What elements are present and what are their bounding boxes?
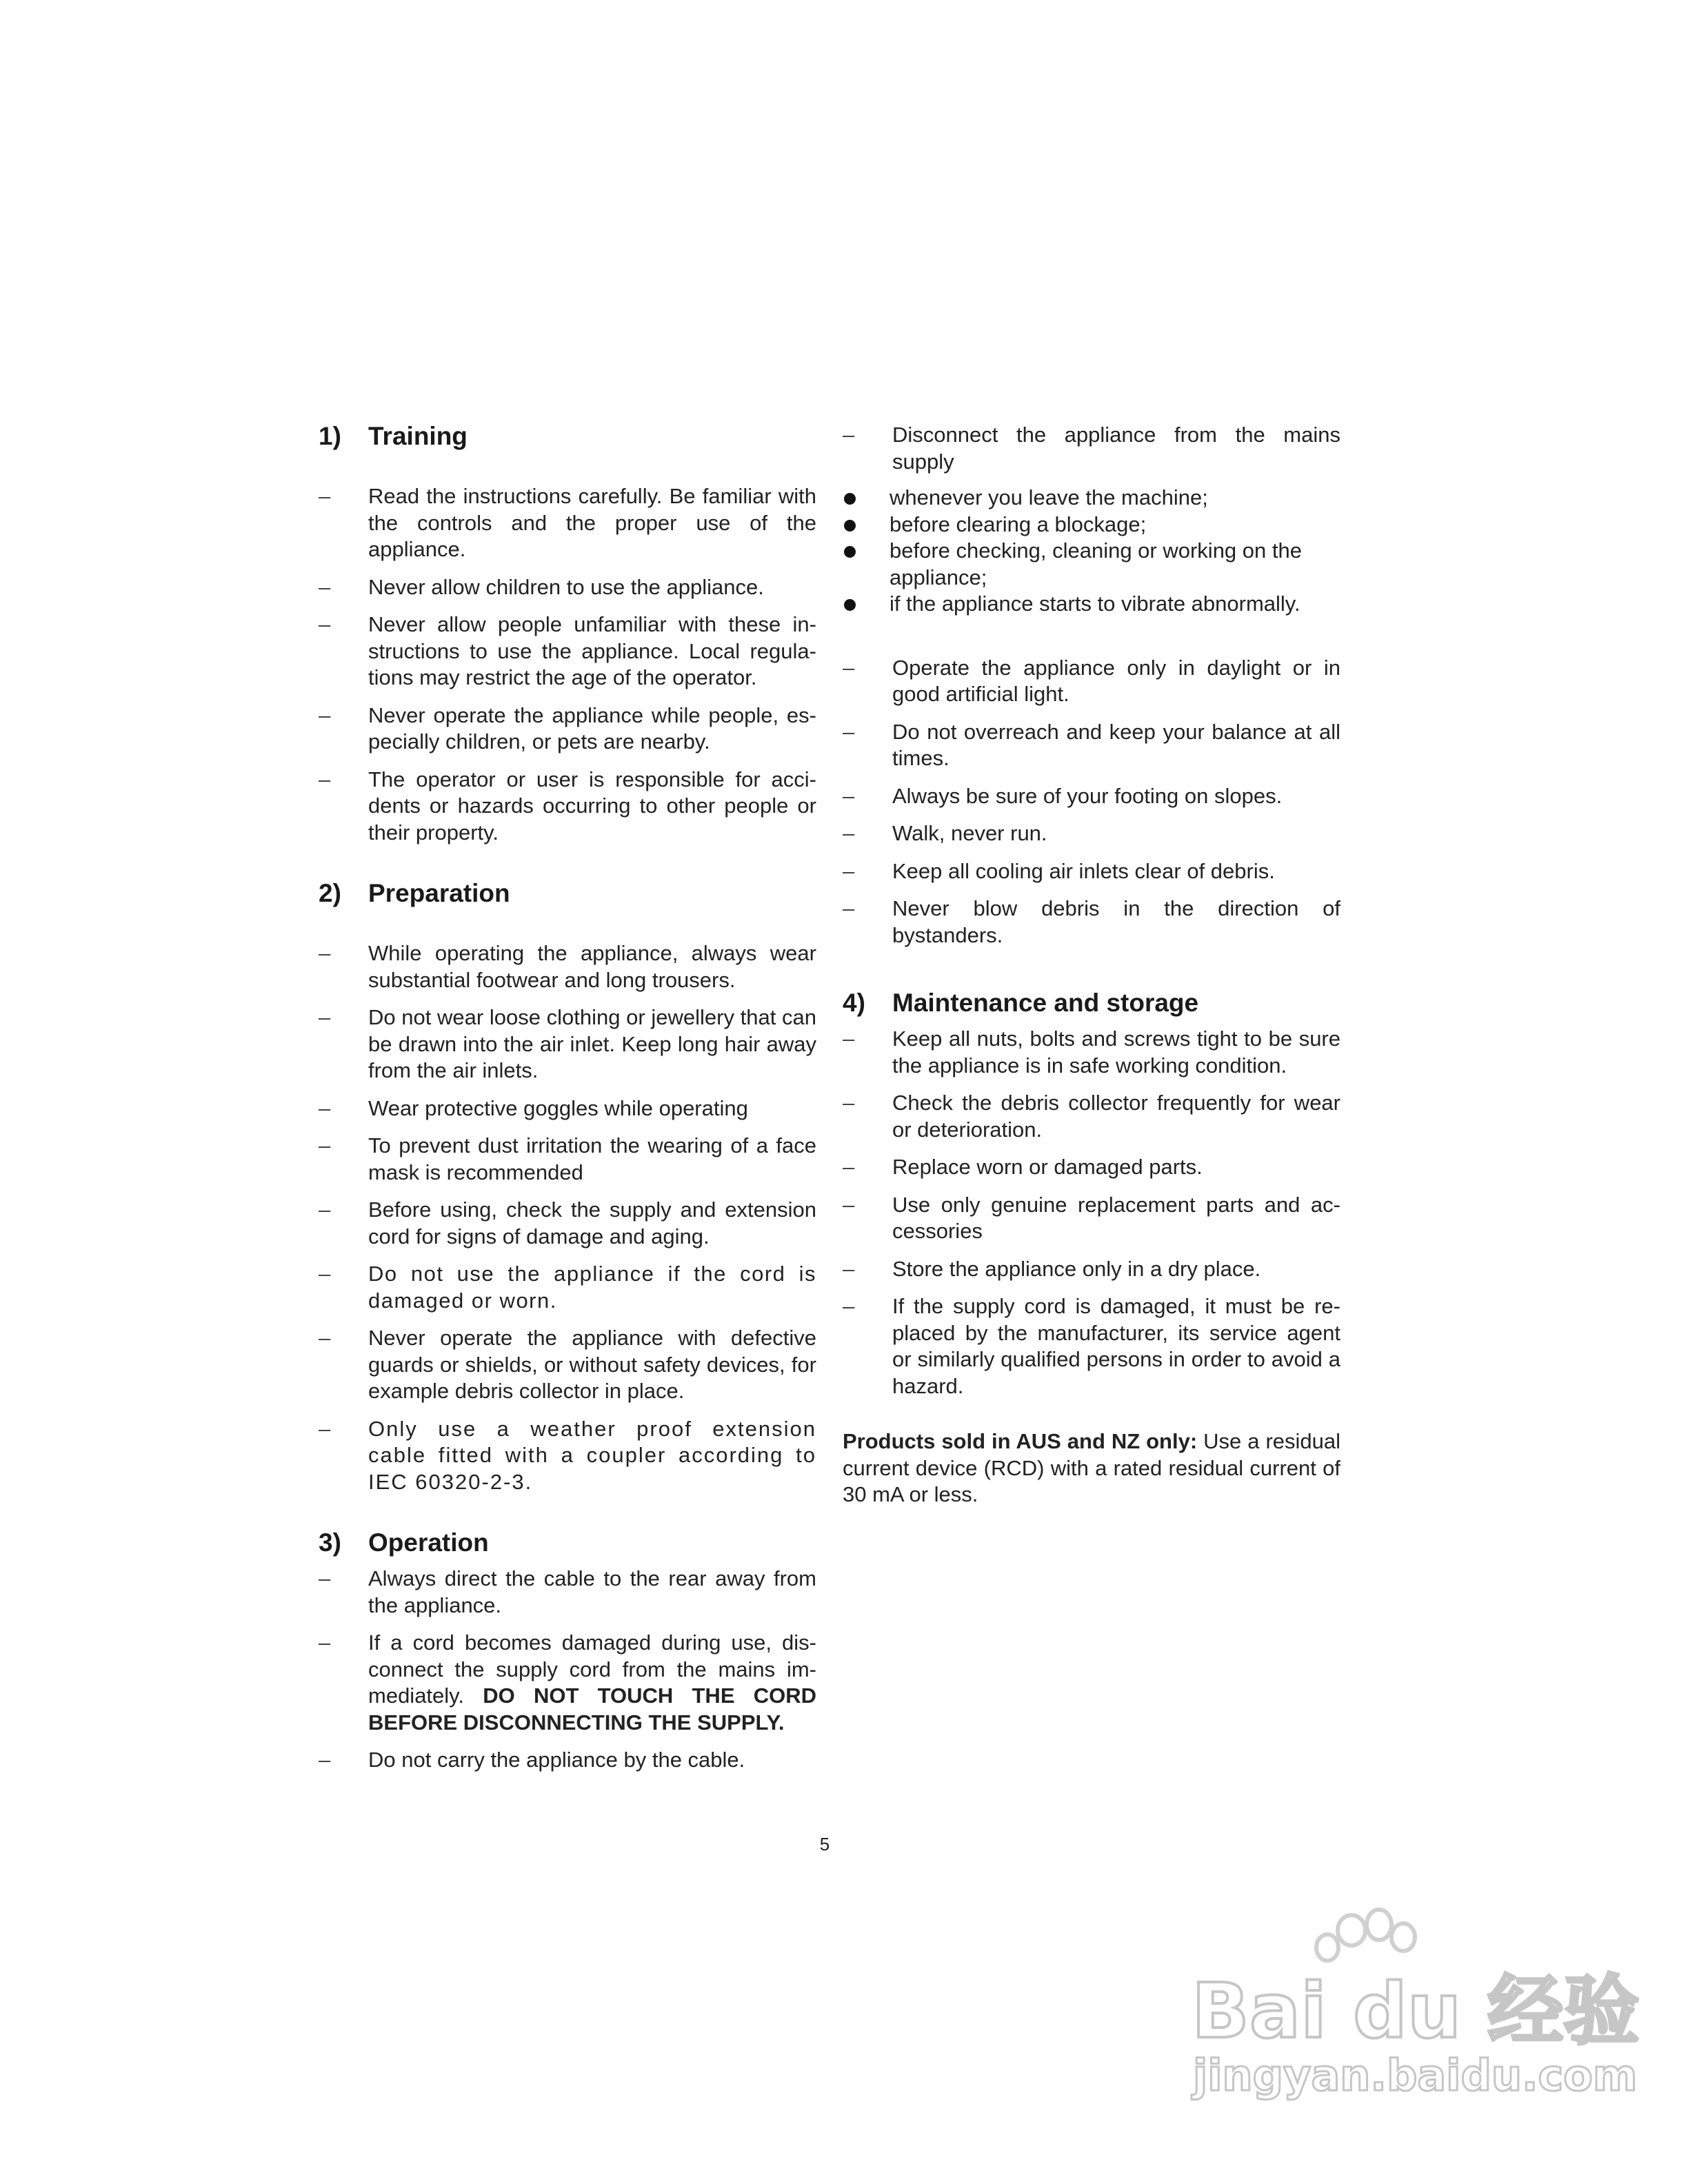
list-item: – Always direct the cable to the rear away from the appliance. <box>319 1566 816 1617</box>
list-item: – Keep all nuts, bolts and screws tight to be sure the appliance is in safe working condition. <box>843 1027 1340 1078</box>
list-item: – Do not wear loose clothing or jewellery that can be drawn into the air inlet. Keep long hair away from the air inlets. <box>319 1005 816 1082</box>
list-item: – Wear protective goggles while operating <box>319 1095 748 1120</box>
bullet-item: if the appliance starts to vibrate abnormally. <box>843 591 1340 618</box>
list-item: – Do not carry the appliance by the cable. <box>319 1748 745 1772</box>
list-item: – Replace worn or damaged parts. <box>843 1155 1203 1179</box>
list-item: – Operate the appliance only in daylight or in good artificial light. <box>843 655 1340 706</box>
left-column <box>319 422 816 1785</box>
operation-more-list <box>843 655 1340 949</box>
disconnect-bullets <box>843 485 1340 618</box>
bullet-item: before checking, cleaning or working on the appliance; <box>843 538 1340 591</box>
preparation-list <box>319 940 816 1495</box>
list-item: – Do not use the appliance if the cord is damaged or worn. <box>319 1262 816 1313</box>
list-item: – Disconnect the appliance from the mains supply <box>843 423 1340 474</box>
list-item: – The operator or user is responsible for accidents or hazards occurring to other people or their property. <box>319 767 816 845</box>
list-item: – Never operate the appliance while people, especially children, or pets are nearby. <box>319 702 816 754</box>
list-item: – Do not overreach and keep your balance at all times. <box>843 719 1340 770</box>
section-heading-maintenance: 4) Maintenance and storage <box>843 989 1199 1017</box>
list-item: – To prevent dust irritation the wearing of a face mask is recommended <box>319 1133 816 1184</box>
list-item: – Before using, check the supply and extension cord for signs of damage and aging. <box>319 1197 816 1248</box>
right-column <box>843 422 1340 1508</box>
maintenance-list <box>843 1026 1340 1399</box>
list-item: – Never operate the appliance with defective guards or shields, or without safety devices, for example debris collector in place. <box>319 1326 816 1403</box>
list-item: – Never allow people unfamiliar with these instructions to use the appliance. Local regulations may restrict the age of the operator. <box>319 612 816 689</box>
watermark-logo-text: Bai du 经验 <box>1192 1967 1640 2055</box>
operation-list <box>319 1566 816 1774</box>
bullet-item: whenever you leave the machine; <box>843 485 1340 512</box>
bullet-icon <box>843 538 890 591</box>
bullet-icon <box>843 591 890 618</box>
note-text: Use a residual current device (RCD) with a rated residual current of 30 mA or less. <box>843 1429 1341 1506</box>
bullet-item: before clearing a blockage; <box>843 512 1340 538</box>
section-heading-preparation: 2) Preparation <box>319 879 510 907</box>
list-item: – Walk, never run. <box>843 821 1047 845</box>
list-item: – If the supply cord is damaged, it must be replaced by the manufacturer, its service agent or similarly qualified persons in order to avoid a hazard. <box>843 1294 1340 1398</box>
section-heading-operation: 3) Operation <box>319 1528 489 1557</box>
section-heading-training: 1) Training <box>319 422 468 450</box>
list-item: – Keep all cooling air inlets clear of debris. <box>843 858 1275 883</box>
page-number: 5 <box>819 1834 830 1854</box>
training-list <box>319 483 816 846</box>
list-item: – Never allow children to use the appliance. <box>319 574 764 599</box>
list-item: – Never blow debris in the direction of bystanders. <box>843 896 1340 947</box>
list-item: – Read the instructions carefully. Be familiar with the controls and the proper use of the appliance. <box>319 484 816 561</box>
list-item: – Use only genuine replacement parts and accessories <box>843 1192 1340 1243</box>
list-item: – Only use a weather proof extension cable fitted with a coupler according to IEC 60320-2-3. <box>319 1416 816 1494</box>
aus-nz-note <box>843 1428 1340 1508</box>
bullet-icon <box>843 485 890 512</box>
list-item: – Check the debris collector frequently for wear or deterioration. <box>843 1091 1340 1142</box>
warning-text: DO NOT TOUCH THE CORD BEFORE DISCONNECTING THE SUPPLY. <box>368 1684 816 1735</box>
note-label: Products sold in AUS and NZ only: <box>843 1429 1198 1453</box>
baidu-watermark <box>1186 1910 1640 2103</box>
list-item: – If a cord becomes damaged during use, disconnect the supply cord from the mains immediately. DO NOT TOUCH THE CORD BEFORE DISCONNECTING THE SUPPLY. <box>319 1630 816 1735</box>
list-item: – Always be sure of your footing on slopes. <box>843 783 1283 808</box>
bullet-icon <box>843 512 890 538</box>
disconnect-list <box>843 422 1340 475</box>
list-item: – While operating the appliance, always wear substantial footwear and long trousers. <box>319 941 816 992</box>
list-item: – Store the appliance only in a dry place. <box>843 1256 1261 1281</box>
watermark-url: jingyan.baidu.com <box>1193 2050 1638 2101</box>
